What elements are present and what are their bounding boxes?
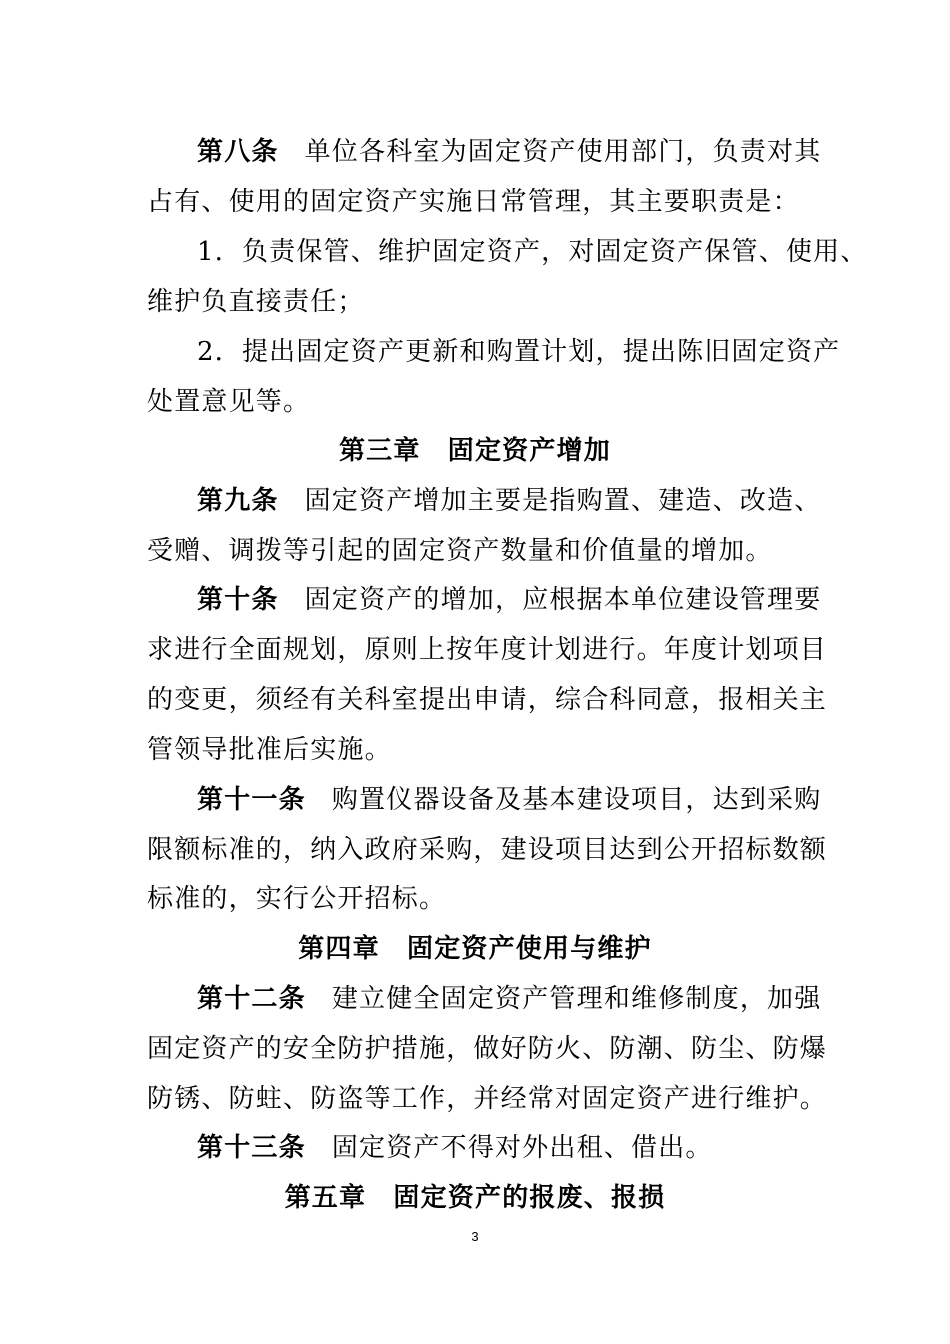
article-12-label: 第十二条	[197, 984, 306, 1014]
chapter-3-heading: 第三章 固定资产增加	[338, 436, 611, 466]
article-12-line-3: 防锈、防蛀、防盗等工作，并经常对固定资产进行维护。	[147, 1084, 828, 1114]
article-8-line-2: 占有、使用的固定资产实施日常管理，其主要职责是：	[147, 187, 800, 217]
article-11-text-1: 购置仪器设备及基本建设项目，达到采购	[331, 785, 822, 815]
article-9-line-1	[197, 483, 821, 519]
article-9-line-2: 受赠、调拨等引起的固定资产数量和价值量的增加。	[147, 536, 773, 566]
article-13-label: 第十三条	[197, 1133, 306, 1163]
article-10-line-2: 求进行全面规划，原则上按年度计划进行。年度计划项目	[147, 635, 828, 665]
article-11-line-3: 标准的，实行公开招标。	[147, 884, 447, 914]
article-8-item-1-line-2: 维护负直接责任；	[147, 287, 365, 317]
article-13-text-1: 固定资产不得对外出租、借出。	[331, 1133, 713, 1163]
article-11-line-1	[197, 782, 821, 818]
article-10-line-4: 管领导批准后实施。	[147, 735, 392, 765]
article-9-label: 第九条	[197, 486, 279, 516]
article-9-text-1: 固定资产增加主要是指购置、建造、改造、	[304, 486, 822, 516]
chapter-5-heading: 第五章 固定资产的报废、报损	[284, 1183, 666, 1213]
article-12-line-2: 固定资产的安全防护措施，做好防火、防潮、防尘、防爆	[147, 1034, 828, 1064]
article-10-line-1	[197, 582, 821, 618]
article-8-item-2-line-1: 2．提出固定资产更新和购置计划，提出陈旧固定资产	[197, 337, 841, 367]
article-8-line-1	[197, 134, 821, 170]
article-10-label: 第十条	[197, 585, 279, 615]
article-11-label: 第十一条	[197, 785, 306, 815]
article-13-line-1	[197, 1130, 713, 1166]
article-8-text-1: 单位各科室为固定资产使用部门，负责对其	[304, 137, 822, 167]
article-12-text-1: 建立健全固定资产管理和维修制度，加强	[331, 984, 822, 1014]
page-number: 3	[471, 1229, 479, 1244]
article-10-line-3: 的变更，须经有关科室提出申请，综合科同意，报相关主	[147, 685, 828, 715]
article-8-item-2-line-2: 处置意见等。	[147, 387, 311, 417]
article-8-item-1-line-1: 1．负责保管、维护固定资产，对固定资产保管、使用、	[197, 237, 868, 267]
article-12-line-1	[197, 981, 821, 1017]
article-10-text-1: 固定资产的增加，应根据本单位建设管理要	[304, 585, 822, 615]
article-11-line-2: 限额标准的，纳入政府采购，建设项目达到公开招标数额	[147, 835, 828, 865]
chapter-4-heading: 第四章 固定资产使用与维护	[298, 934, 652, 964]
article-8-label: 第八条	[197, 137, 279, 167]
